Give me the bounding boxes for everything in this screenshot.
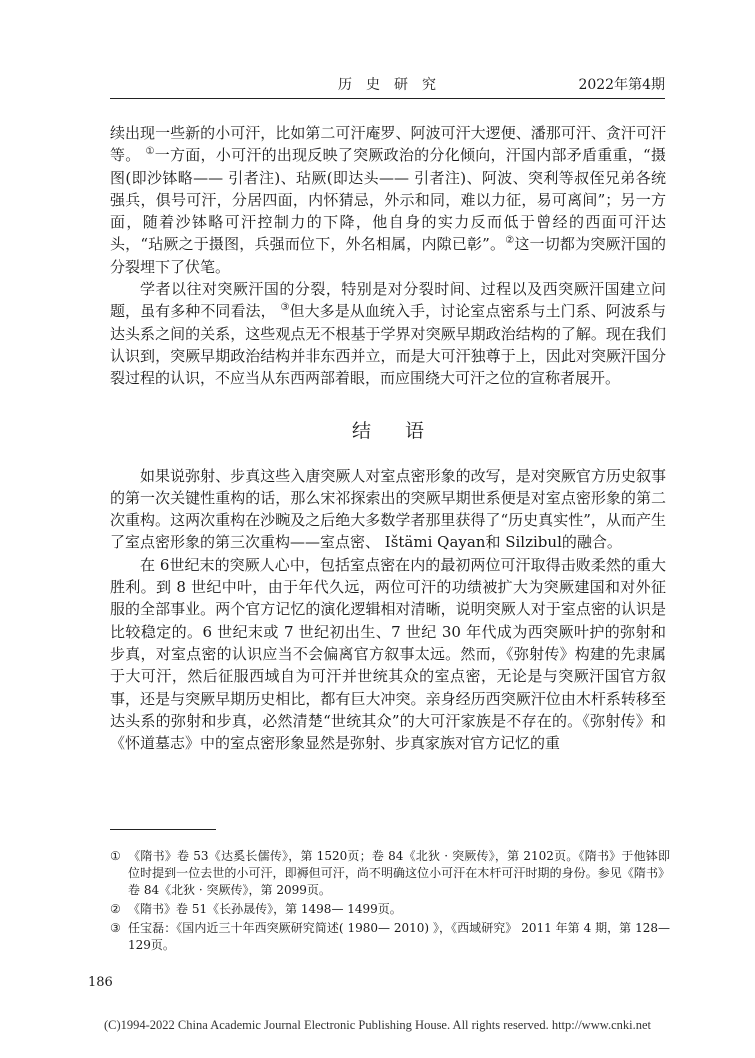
page-number: 186 — [88, 975, 113, 990]
issue-label: 2022年第4期 — [578, 77, 665, 93]
paragraphs-top — [110, 122, 666, 390]
paragraph: 续出现一些新的小可汗，比如第二可汗庵罗、阿波可汗大逻便、潘那可汗、贪汗可汗等。 ①一方面，小可汗的出现反映了突厥政治的分化倾向，汗国内部矛盾重重，“摄图(即沙钵略—— 引者注)、玷厥(即达头—— 引者注)、阿波、突利等叔侄兄弟各统强兵，俱号可汗，分居四面，内怀猜忌，外示和同，难以力征，易可离间”；另一方面，随着沙钵略可汗控制力的下降，他自身的实力反而低于曾经的西面可汗达头，“玷厥之于摄图，兵强而位下，外名相属，内隙已彰”。②这一切都为突厥汗国的分裂埋下了伏笔。 — [110, 124, 666, 276]
footnote — [110, 920, 670, 954]
footnote-text: 《隋书》卷 51《长孙晟传》，第 1498— 1499页。 — [128, 902, 402, 916]
footnotes — [110, 848, 670, 956]
paragraphs-bottom — [110, 465, 666, 755]
paragraph: 如果说弥射、步真这些入唐突厥人对室点密形象的改写，是对突厥官方历史叙事的第一次关键性重构的话，那么宋祁探索出的突厥早期世系便是对室点密形象的第二次重构。这两次重构在沙畹及之后绝大多数学者那里获得了“历史真实性”，从而产生了室点密形象的第三次重构——室点密、 Ištämi Qayan和 Silzibul的融合。 — [110, 466, 666, 552]
footnote-ref[interactable]: ③ — [280, 302, 290, 314]
footnote-ref[interactable]: ① — [145, 146, 155, 158]
footnote-ref[interactable]: ② — [505, 235, 515, 247]
journal-name: 历史研究 — [338, 77, 450, 93]
copyright-line: (C)1994-2022 China Academic Journal Electronic Publishing House. All rights reserved. http://www.cnki.net — [103, 1018, 651, 1032]
footnote — [110, 848, 670, 899]
section-title: 结语 — [351, 419, 458, 442]
paragraph: 在 6世纪末的突厥人心中，包括室点密在内的最初两位可汗取得击败柔然的重大胜利。到 8 世纪中叶，由于年代久远，两位可汗的功绩被扩大为突厥建国和对外征服的全部事业。两个官方记忆的演化逻辑相对清晰，说明突厥人对于室点密的认识是比较稳定的。6 世纪末或 7 世纪初出生、7 世纪 30 年代成为西突厥叶护的弥射和步真，对室点密的认识应当不会偏离官方叙事太远。然而，《弥射传》构建的先隶属于大可汗，然后征服西域自为可汗并世统其众的室点密，无论是与突厥汗国官方叙事，还是与突厥早期历史相比，都有巨大冲突。亲身经历西突厥汗位由木杆系转移至达头系的弥射和步真，必然清楚“世统其众”的大可汗家族是不存在的。《弥射传》和《怀道墓志》中的室点密形象显然是弥射、步真家族对官方记忆的重 — [110, 555, 666, 753]
footnote-text: 《隋书》卷 53《达奚长儒传》，第 1520页；卷 84《北狄 · 突厥传》，第 2102页。《隋书》于他钵即位时提到一位去世的小可汗，即褥但可汗，尚不明确这位小可汗在木杆可汗时期的身份。参见《隋书》卷 84《北狄 · 突厥传》，第 2099页。 — [128, 849, 670, 897]
footnote-text: 任宝磊：《国内近三十年西突厥研究简述( 1980— 2010) 》，《西域研究》 2011 年第 4 期，第 128— 129页。 — [128, 921, 670, 952]
running-header — [110, 72, 665, 99]
footnote — [110, 901, 670, 918]
footnote-divider — [110, 829, 216, 830]
footnote-mark: ③ — [110, 921, 121, 935]
footnote-mark: ① — [110, 849, 121, 863]
article-body — [110, 122, 666, 754]
footnote-mark: ② — [110, 902, 121, 916]
paragraph: 学者以往对突厥汗国的分裂，特别是对分裂时间、过程以及西突厥汗国建立问题，虽有多种不同看法， ③但大多是从血统入手，讨论室点密系与土门系、阿波系与达头系之间的关系，这些观点无不根基于学界对突厥早期政治结构的了解。现在我们认识到，突厥早期政治结构并非东西并立，而是大可汗独尊于上，因此对突厥汗国分裂过程的认识，不应当从东西两部着眼，而应围绕大可汗之位的宣称者展开。 — [110, 280, 666, 388]
